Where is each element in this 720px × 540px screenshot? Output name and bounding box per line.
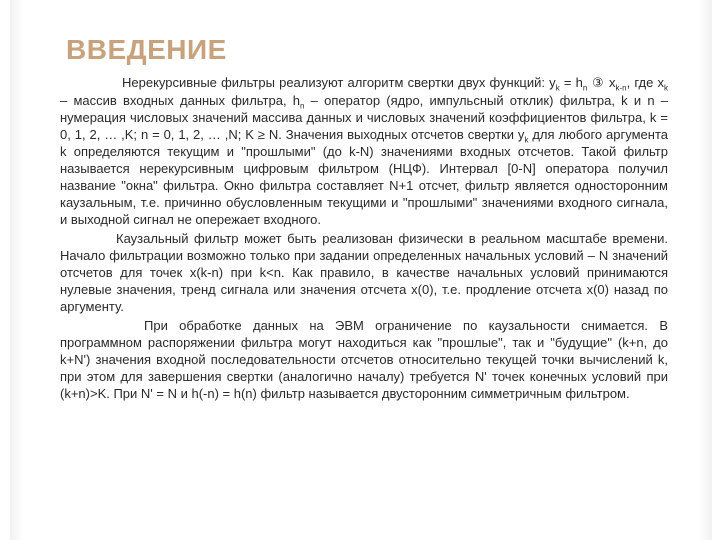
p1-text-2: = h [559,75,583,90]
left-edge-shadow [10,0,24,540]
p1-text-4: x [608,75,616,90]
slide-body [60,74,668,404]
p1-text-6: – массив входных данных фильтра, h [60,93,301,108]
convolution-symbol: ③ [587,76,609,91]
p1-sub-7: k [524,135,529,145]
p1-sub-2: n [582,83,588,93]
p1-sub-5: k [664,83,669,93]
p1-sub-4: k-n [615,83,627,93]
slide-title: ВВЕДЕНИЕ [66,34,227,65]
p1-sub-1: k [555,83,560,93]
p1-text-5: , где x [626,75,665,90]
p1-text-7: – оператор (ядро, импульсный отклик) фильтра, k и n – нумерация числовых значений массива данных и числовых значений коэффициентов фильтра, k = 0, 1, 2, … ,K; n = 0, 1, 2, … ,N; K ≥ N. Значения выходных отсчетов свертки y [60,93,669,142]
paragraph-3: При обработке данных на ЭВМ ограничение по каузальности снимается. В программном распоряжении фильтра могут находиться как "прошлые", так и "будущие" (k+n, до k+N') значения входной последовательности отсчетов относительно текущей точки вычислений k, при этом для завершения свертки (аналогично началу) требуется N' точек конечных условий при (k+n)>K. При N' = N и h(-n) = h(n) фильтр называется двусторонним симметричным фильтром. [60,318,668,401]
p1-text-1: Нерекурсивные фильтры реализуют алгоритм свертки двух функций: y [122,75,556,90]
right-edge-shadow [698,0,712,540]
p1-sub-6: n [300,101,305,111]
paragraph-2: Каузальный фильтр может быть реализован физически в реальном масштабе времени. Начало фильтрации возможно только при задании определенных начальных условий – N значений отсчетов для точек x(k-n) при k<n. Как правило, в качестве начальных условий принимаются нулевые значения, тренд сигнала или значения отсчета x(0), т.е. продление отсчета x(0) назад по аргументу. [60,231,668,314]
p1-text-8: для любого аргумента k определяются текущим и "прошлыми" (до k-N) значениями входных отсчетов. Такой фильтр называется нерекурсивным цифровым фильтром (НЦФ). Интервал [0-N] оператора получил название "окна" фильтра. Окно фильтра составляет N+1 отсчет, фильтр является односторонним каузальным, т.е. причинно обусловленным текущими и "прошлыми" значениями входного сигнала, и выходной сигнал не опережает входного. [60,127,668,227]
paragraph-1 [60,74,668,228]
